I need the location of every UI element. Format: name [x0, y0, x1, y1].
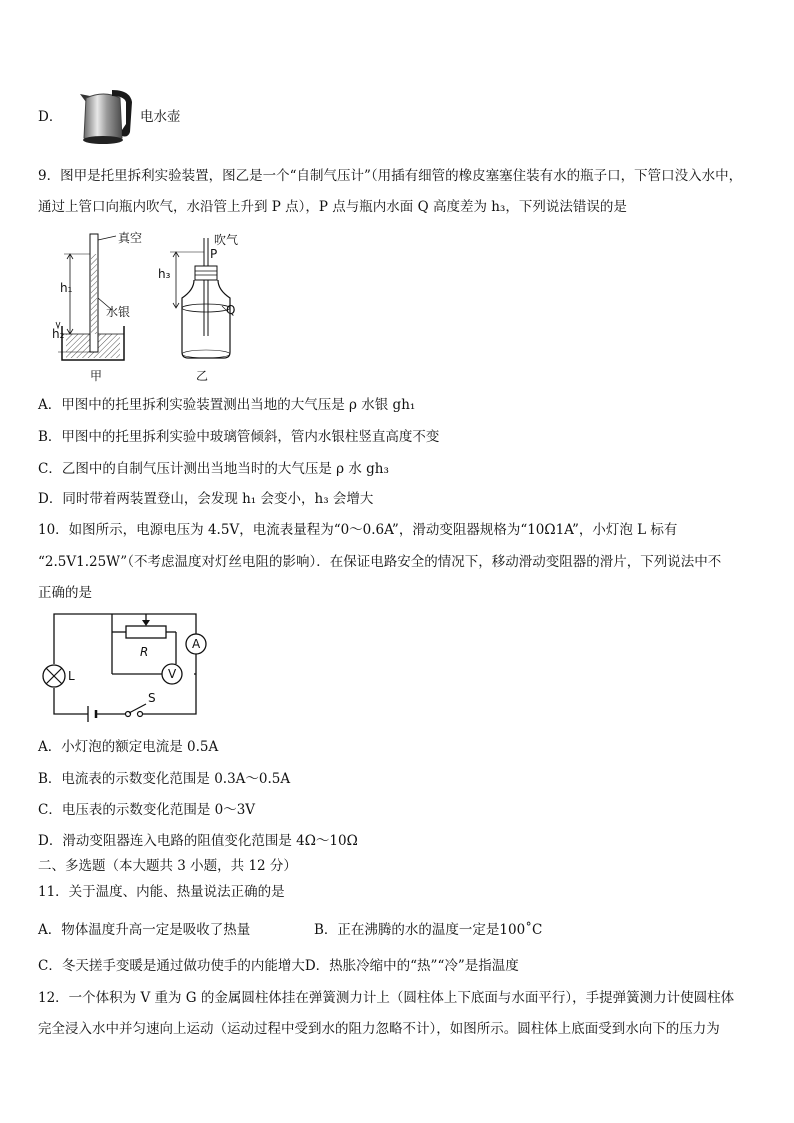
point-q-label: Q	[226, 303, 236, 317]
torricelli-apparatus-figure	[48, 228, 158, 388]
blow-label: 吹气	[214, 233, 239, 247]
figure-yi-caption: 乙	[196, 369, 209, 383]
circuit-diagram	[36, 610, 216, 728]
q9-option-b: B．甲图中的托里拆利实验中玻璃管倾斜，管内水银柱竖直高度不变	[38, 429, 440, 445]
q10-option-c: C．电压表的示数变化范围是 0～3V	[38, 802, 256, 818]
figure-jia-caption: 甲	[90, 369, 103, 383]
q12-stem-line2: 完全浸入水中并匀速向上运动（运动过程中受到水的阻力忽略不计），如图所示。圆柱体上底面受到水向下的压力为	[38, 1021, 720, 1037]
q12-stem-line1: 12．一个体积为 V 重为 G 的金属圆柱体挂在弹簧测力计上（圆柱体上下底面与水面平行），手提弹簧测力计使圆柱体	[38, 990, 735, 1006]
voltmeter-label: V	[168, 667, 177, 681]
switch-label: S	[148, 691, 156, 705]
q11-option-a: A．物体温度升高一定是吸收了热量	[38, 922, 251, 938]
section-multiple-choice-heading: 二、多选题（本大题共 3 小题，共 12 分）	[38, 858, 297, 874]
h2-label: h₂	[52, 327, 65, 341]
option-d-kettle-label: 电水壶	[140, 109, 181, 125]
mercury-label: 水银	[106, 305, 131, 319]
q9-option-c: C．乙图中的自制气压计测出当地当时的大气压是 ρ 水 gh₃	[38, 461, 389, 477]
vacuum-label: 真空	[118, 231, 143, 245]
q11-options-c-d: C．冬天搓手变暖是通过做功使手的内能增大D．热胀冷缩中的“热”“冷”是指温度	[38, 958, 519, 974]
lamp-label: L	[68, 669, 75, 683]
rheostat-label: R	[140, 645, 149, 659]
q9-stem-line1: 9．图甲是托里拆利实验装置，图乙是一个“自制气压计”（用插有细管的橡皮塞塞住装有水的瓶子口，下管口没入水中，	[38, 168, 743, 184]
q11-stem: 11．关于温度、内能、热量说法正确的是	[38, 884, 285, 900]
q10-stem-line1: 10．如图所示，电源电压为 4.5V，电流表量程为“0～0.6A”，滑动变阻器规格为“10Ω1A”，小灯泡 L 标有	[38, 522, 678, 538]
q9-option-a: A．甲图中的托里拆利实验装置测出当地的大气压是 ρ 水银 gh₁	[38, 397, 416, 413]
q10-stem-line3: 正确的是	[38, 585, 92, 601]
q9-option-d: D．同时带着两装置登山，会发现 h₁ 会变小，h₃ 会增大	[38, 491, 374, 507]
q10-option-d: D．滑动变阻器连入电路的阻值变化范围是 4Ω～10Ω	[38, 833, 358, 849]
option-d-kettle-letter: D．	[38, 109, 63, 125]
h3-label: h₃	[158, 267, 171, 281]
ammeter-label: A	[192, 637, 201, 651]
h1-label: h₁	[60, 281, 73, 295]
q10-option-b: B．电流表的示数变化范围是 0.3A～0.5A	[38, 771, 291, 787]
q9-stem-line2: 通过上管口向瓶内吹气，水沿管上升到 P 点），P 点与瓶内水面 Q 高度差为 h₃，下列说法错误的是	[38, 199, 627, 215]
q11-option-b: B．正在沸腾的水的温度一定是100˚C	[314, 922, 543, 938]
homemade-barometer-figure	[150, 228, 260, 388]
point-p-label: P	[210, 247, 218, 261]
kettle-image	[72, 84, 136, 148]
q10-stem-line2: “2.5V1.25W”（不考虑温度对灯丝电阻的影响）．在保证电路安全的情况下，移动滑动变阻器的滑片，下列说法中不	[38, 554, 722, 570]
q10-option-a: A．小灯泡的额定电流是 0.5A	[38, 739, 219, 755]
